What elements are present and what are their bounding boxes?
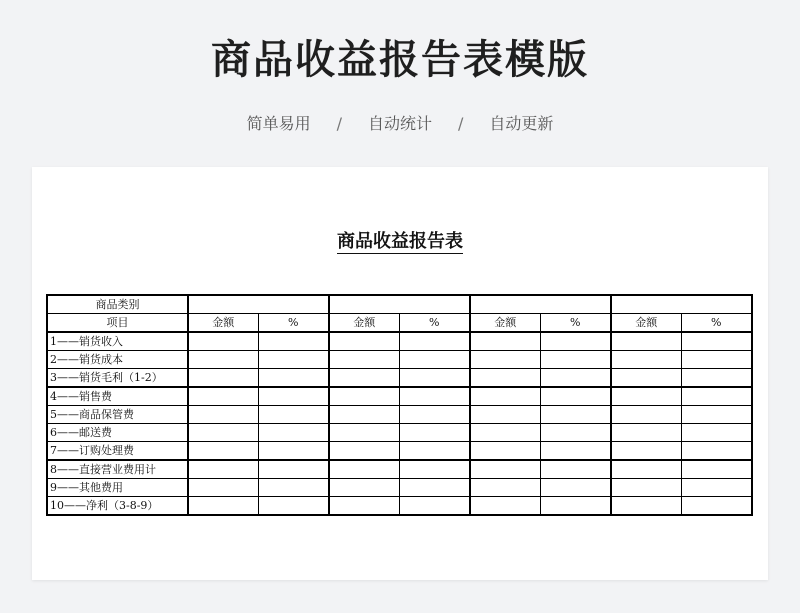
amount-header-cell: 金额 bbox=[188, 314, 258, 333]
amount-input-cell[interactable] bbox=[188, 406, 258, 424]
row-label-cell: 6——邮送费 bbox=[47, 424, 188, 442]
percent-input-cell[interactable] bbox=[258, 460, 329, 479]
row-label-cell: 9——其他费用 bbox=[47, 479, 188, 497]
amount-input-cell[interactable] bbox=[470, 442, 540, 461]
table-row bbox=[47, 460, 752, 479]
percent-input-cell[interactable] bbox=[399, 424, 470, 442]
amount-input-cell[interactable] bbox=[329, 479, 399, 497]
percent-input-cell[interactable] bbox=[399, 497, 470, 516]
percent-input-cell[interactable] bbox=[258, 479, 329, 497]
percent-input-cell[interactable] bbox=[681, 479, 752, 497]
percent-header-cell: % bbox=[540, 314, 611, 333]
row-label-cell: 4——销售费 bbox=[47, 387, 188, 406]
percent-input-cell[interactable] bbox=[399, 442, 470, 461]
amount-input-cell[interactable] bbox=[329, 351, 399, 369]
amount-input-cell[interactable] bbox=[611, 497, 681, 516]
percent-input-cell[interactable] bbox=[258, 332, 329, 351]
table-row bbox=[47, 424, 752, 442]
report-title bbox=[32, 229, 768, 255]
amount-input-cell[interactable] bbox=[611, 332, 681, 351]
amount-header-cell: 金额 bbox=[329, 314, 399, 333]
row-label-cell: 2——销货成本 bbox=[47, 351, 188, 369]
row-label-cell: 8——直接营业费用计 bbox=[47, 460, 188, 479]
tag-auto-stats: 自动统计 bbox=[367, 114, 432, 133]
amount-input-cell[interactable] bbox=[188, 332, 258, 351]
amount-input-cell[interactable] bbox=[188, 424, 258, 442]
amount-input-cell[interactable] bbox=[611, 479, 681, 497]
amount-input-cell[interactable] bbox=[470, 460, 540, 479]
table-row bbox=[47, 479, 752, 497]
percent-input-cell[interactable] bbox=[399, 369, 470, 388]
amount-input-cell[interactable] bbox=[188, 387, 258, 406]
table-row bbox=[47, 497, 752, 516]
amount-input-cell[interactable] bbox=[470, 351, 540, 369]
amount-input-cell[interactable] bbox=[329, 442, 399, 461]
percent-input-cell[interactable] bbox=[681, 406, 752, 424]
report-table bbox=[46, 294, 753, 516]
category-header-cell: 商品类别 bbox=[47, 295, 188, 314]
percent-header-cell: % bbox=[399, 314, 470, 333]
table-row bbox=[47, 387, 752, 406]
percent-input-cell[interactable] bbox=[540, 424, 611, 442]
amount-input-cell[interactable] bbox=[329, 460, 399, 479]
row-label-cell: 10——净利（3-8-9） bbox=[47, 497, 188, 516]
percent-input-cell[interactable] bbox=[540, 442, 611, 461]
amount-input-cell[interactable] bbox=[329, 369, 399, 388]
amount-input-cell[interactable] bbox=[611, 351, 681, 369]
row-label-cell: 7——订购处理费 bbox=[47, 442, 188, 461]
amount-input-cell[interactable] bbox=[470, 332, 540, 351]
amount-input-cell[interactable] bbox=[329, 424, 399, 442]
percent-input-cell[interactable] bbox=[540, 387, 611, 406]
amount-input-cell[interactable] bbox=[470, 369, 540, 388]
percent-input-cell[interactable] bbox=[258, 424, 329, 442]
amount-input-cell[interactable] bbox=[470, 497, 540, 516]
percent-input-cell[interactable] bbox=[681, 369, 752, 388]
table-row bbox=[47, 351, 752, 369]
percent-input-cell[interactable] bbox=[399, 479, 470, 497]
percent-input-cell[interactable] bbox=[258, 387, 329, 406]
percent-header-cell: % bbox=[258, 314, 329, 333]
item-header-cell: 项目 bbox=[47, 314, 188, 333]
percent-input-cell[interactable] bbox=[399, 387, 470, 406]
feature-tags bbox=[0, 112, 800, 136]
amount-input-cell[interactable] bbox=[611, 369, 681, 388]
tag-easy: 简单易用 bbox=[246, 114, 311, 133]
page-title: 商品收益报告表模版 bbox=[211, 37, 589, 83]
amount-input-cell[interactable] bbox=[611, 424, 681, 442]
tag-separator: / bbox=[336, 114, 342, 133]
row-label-cell: 1——销货收入 bbox=[47, 332, 188, 351]
amount-input-cell[interactable] bbox=[611, 406, 681, 424]
percent-input-cell[interactable] bbox=[540, 332, 611, 351]
amount-input-cell[interactable] bbox=[329, 497, 399, 516]
percent-input-cell[interactable] bbox=[399, 332, 470, 351]
percent-input-cell[interactable] bbox=[258, 369, 329, 388]
table-row bbox=[47, 442, 752, 461]
amount-input-cell[interactable] bbox=[188, 351, 258, 369]
row-label-cell: 5——商品保管费 bbox=[47, 406, 188, 424]
amount-input-cell[interactable] bbox=[188, 369, 258, 388]
amount-input-cell[interactable] bbox=[470, 424, 540, 442]
percent-input-cell[interactable] bbox=[258, 442, 329, 461]
percent-input-cell[interactable] bbox=[258, 351, 329, 369]
amount-header-cell: 金额 bbox=[470, 314, 540, 333]
table-row bbox=[47, 369, 752, 388]
percent-input-cell[interactable] bbox=[540, 369, 611, 388]
percent-input-cell[interactable] bbox=[681, 497, 752, 516]
percent-input-cell[interactable] bbox=[681, 424, 752, 442]
percent-input-cell[interactable] bbox=[399, 406, 470, 424]
category-input-cell[interactable] bbox=[188, 295, 329, 314]
percent-input-cell[interactable] bbox=[540, 479, 611, 497]
amount-header-cell: 金额 bbox=[611, 314, 681, 333]
row-label-cell: 3——销货毛利（1-2） bbox=[47, 369, 188, 388]
amount-input-cell[interactable] bbox=[188, 460, 258, 479]
percent-input-cell[interactable] bbox=[681, 351, 752, 369]
amount-input-cell[interactable] bbox=[611, 442, 681, 461]
amount-input-cell[interactable] bbox=[329, 406, 399, 424]
category-input-cell[interactable] bbox=[611, 295, 752, 314]
tag-separator: / bbox=[458, 114, 464, 133]
amount-input-cell[interactable] bbox=[611, 387, 681, 406]
amount-input-cell[interactable] bbox=[329, 387, 399, 406]
percent-input-cell[interactable] bbox=[258, 497, 329, 516]
report-title-text: 商品收益报告表 bbox=[337, 231, 463, 252]
percent-input-cell[interactable] bbox=[540, 460, 611, 479]
amount-input-cell[interactable] bbox=[329, 332, 399, 351]
percent-input-cell[interactable] bbox=[399, 460, 470, 479]
percent-header-cell: % bbox=[681, 314, 752, 333]
percent-input-cell[interactable] bbox=[681, 460, 752, 479]
table-row bbox=[47, 332, 752, 351]
amount-input-cell[interactable] bbox=[188, 442, 258, 461]
amount-input-cell[interactable] bbox=[470, 479, 540, 497]
header-row-columns bbox=[47, 314, 752, 333]
header-row-category bbox=[47, 295, 752, 314]
percent-input-cell[interactable] bbox=[681, 387, 752, 406]
percent-input-cell[interactable] bbox=[540, 497, 611, 516]
report-sheet bbox=[32, 167, 768, 580]
category-input-cell[interactable] bbox=[470, 295, 611, 314]
percent-input-cell[interactable] bbox=[540, 351, 611, 369]
percent-input-cell[interactable] bbox=[540, 406, 611, 424]
percent-input-cell[interactable] bbox=[681, 332, 752, 351]
tag-auto-update: 自动更新 bbox=[489, 114, 554, 133]
amount-input-cell[interactable] bbox=[470, 406, 540, 424]
amount-input-cell[interactable] bbox=[188, 479, 258, 497]
percent-input-cell[interactable] bbox=[258, 406, 329, 424]
percent-input-cell[interactable] bbox=[681, 442, 752, 461]
amount-input-cell[interactable] bbox=[611, 460, 681, 479]
amount-input-cell[interactable] bbox=[470, 387, 540, 406]
category-input-cell[interactable] bbox=[329, 295, 470, 314]
amount-input-cell[interactable] bbox=[188, 497, 258, 516]
percent-input-cell[interactable] bbox=[399, 351, 470, 369]
table-row bbox=[47, 406, 752, 424]
